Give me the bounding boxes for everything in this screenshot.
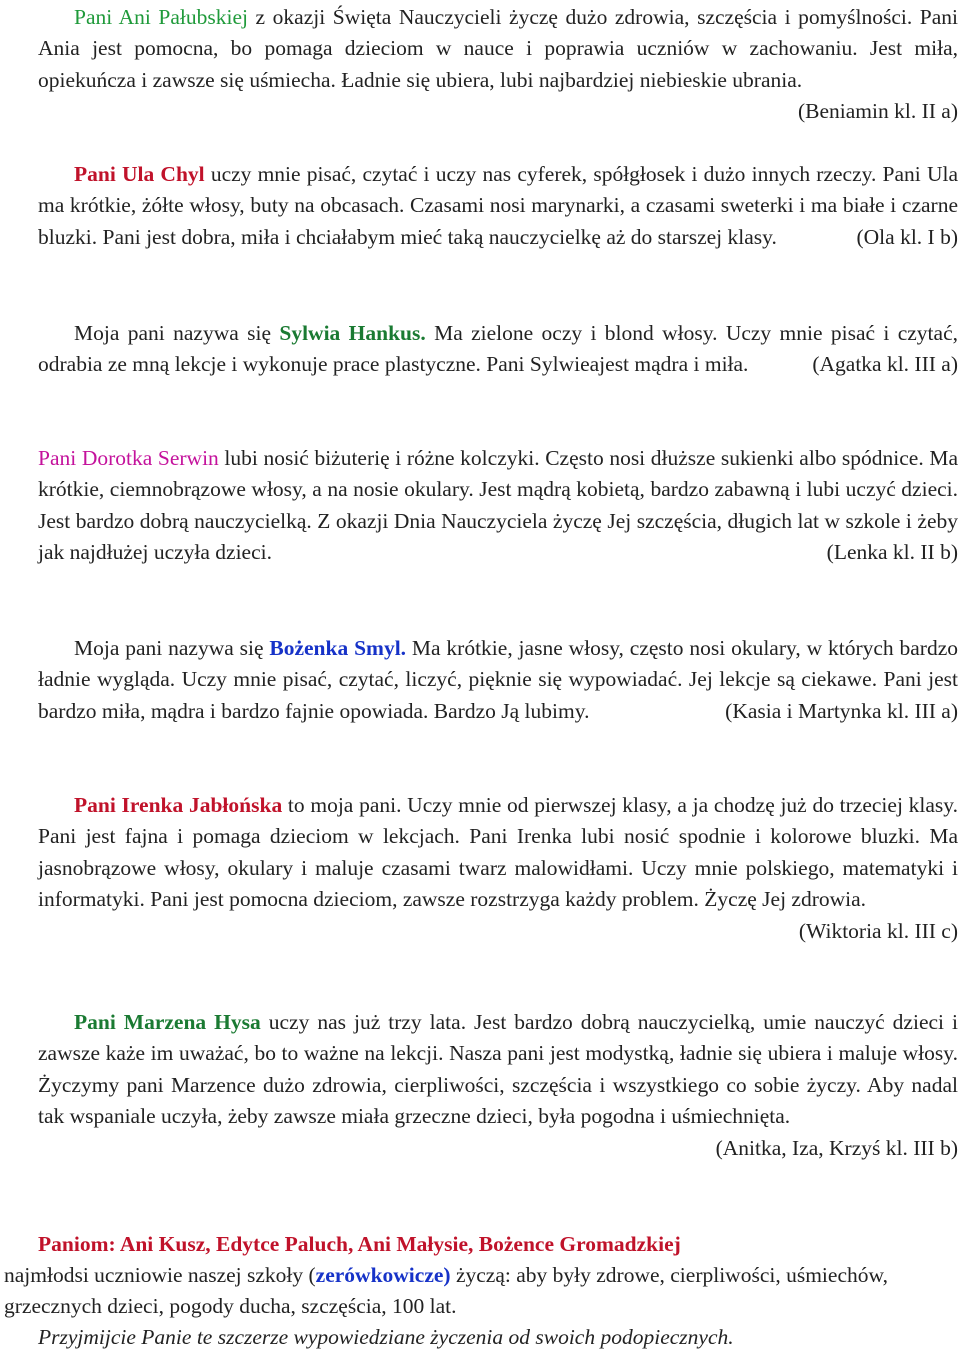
signature: (Ola kl. I b): [856, 224, 958, 249]
signature: (Wiktoria kl. III c): [798, 918, 958, 943]
teacher-name: Pani Marzena Hysa: [74, 1010, 261, 1034]
zerowkowicze-highlight: zerówkowicze): [315, 1263, 451, 1287]
final-line-b: życzą: aby były zdrowe, cierpliwości, uśmiechów, grzecznych dzieci, pogody ducha, szczęścia, 100 lat.: [4, 1263, 888, 1318]
teacher-name: Pani Ula Chyl: [74, 162, 205, 186]
signature: (Kasia i Martynka kl. III a): [725, 698, 958, 723]
final-wishes: [4, 1260, 954, 1322]
paragraph-smyl: [38, 633, 958, 727]
paragraph-text: lubi nosić biżuterię i różne kolczyki. Często nosi dłuższe sukienki albo spódnice. Ma krótkie, ciemnobrązowe włosy, a na nosie okulary. Jest mądrą kobietą, bardzo zabawną i lubi uczyć dzieci. Jest bardzo dobrą nauczycielką. Z okazji Dnia Nauczyciela życzę Jej szczęścia, długich lat w szkole i żeby jak najdłużej uczyła dzieci.: [38, 446, 958, 565]
paragraph-text: uczy mnie pisać, czytać i uczy nas cyferek, spółgłosek i dużo innych rzeczy. Pani Ula ma krótkie, żółte włosy, buty na obcasach. Czasami nosi marynarki, a czasami sweterki i ma białe i czarne bluzki. Pani jest dobra, miła i chciałabym mieć taką nauczycielkę aż do starszej klasy.: [38, 162, 958, 249]
paragraph-hysa: [38, 1007, 958, 1164]
final-line-a: najmłodsi uczniowie naszej szkoły (: [4, 1263, 316, 1287]
paragraph-lead: Moja pani nazywa się: [74, 636, 270, 660]
paragraph-serwin: [38, 443, 958, 569]
paragraph-text: uczy nas już trzy lata. Jest bardzo dobrą nauczycielką, umie nauczyć dzieci i zawsze każe im uważać, bo to ważne na lekcji. Nasza pani jest modystką, ładnie się ubiera i maluje włosy. Życzymy pani Marzence dużo zdrowia, cierpliwości, szczęścia i wszystkiego co sobie życzy. Aby nadal tak wspaniale uczyła, żeby zawsze miała grzeczne dzieci, była pogodna i uśmiechnięta.: [38, 1010, 958, 1129]
signature: (Beniamin kl. II a): [797, 99, 958, 124]
paragraph-chyl: [38, 159, 958, 253]
paragraph-palubska: [38, 2, 958, 128]
final-closing: Przyjmijcie Panie te szczerze wypowiedziane życzenia od swoich podopiecznych.: [38, 1325, 734, 1349]
paragraph-text: Ma krótkie, jasne włosy, często nosi okulary, w których bardzo ładnie wygląda. Uczy mnie pisać, czytać, liczyć, pięknie się wypowiadać. Jej lekcje są ciekawe. Pani jest bardzo miła, mądra i bardzo fajnie opowiada. Bardzo Ją lubimy.: [38, 636, 958, 723]
paragraph-text: to moja pani. Uczy mnie od pierwszej klasy, a ja chodzę już do trzeciej klasy. Pani jest fajna i pomaga dzieciom w lekcjach. Pani Irenka lubi nosić spodnie i kolorowe bluzki. Ma jasnobrązowe włosy, okulary i maluje czasami twarz malowidłami. Uczy mnie polskiego, matematyki i informatyki. Pani jest pomocna dzieciom, zawsze rozstrzyga każdy problem. Życzę Jej zdrowia.: [38, 793, 958, 912]
paragraph-hankus: [38, 318, 958, 381]
teacher-name: Pani Irenka Jabłońska: [74, 793, 283, 817]
signature: (Lenka kl. II b): [826, 540, 958, 565]
teacher-name: Pani Dorotka Serwin: [38, 446, 219, 470]
teacher-name: Bożenka Smyl.: [269, 636, 407, 660]
paragraph-lead: Moja pani nazywa się: [74, 321, 280, 345]
signature: (Anitka, Iza, Krzyś kl. III b): [715, 1135, 958, 1160]
paragraph-jablonska: [38, 790, 958, 947]
teacher-name: Pani Ani Pałubskiej: [74, 5, 248, 29]
final-headline: Paniom: Ani Kusz, Edytce Paluch, Ani Małysie, Bożence Gromadzkiej: [38, 1232, 681, 1256]
teacher-name: Sylwia Hankus.: [279, 321, 426, 345]
signature: (Agatka kl. III a): [812, 352, 958, 377]
paragraph-text: Ma zielone oczy i blond włosy. Uczy mnie pisać i czytać, odrabia ze mną lekcje i wykonuje prace plastyczne. Pani Sylwieajest mądra i miła.: [38, 321, 958, 377]
paragraph-text: z okazji Święta Nauczycieli życzę dużo zdrowia, szczęścia i pomyślności. Pani Ania jest pomocna, bo pomaga dzieciom w nauce i poprawia uczniów w zachowaniu. Jest miła, opiekuńcza i zawsze się uśmiecha. Ładnie się ubiera, lubi najbardziej niebieskie ubrania.: [38, 5, 958, 92]
